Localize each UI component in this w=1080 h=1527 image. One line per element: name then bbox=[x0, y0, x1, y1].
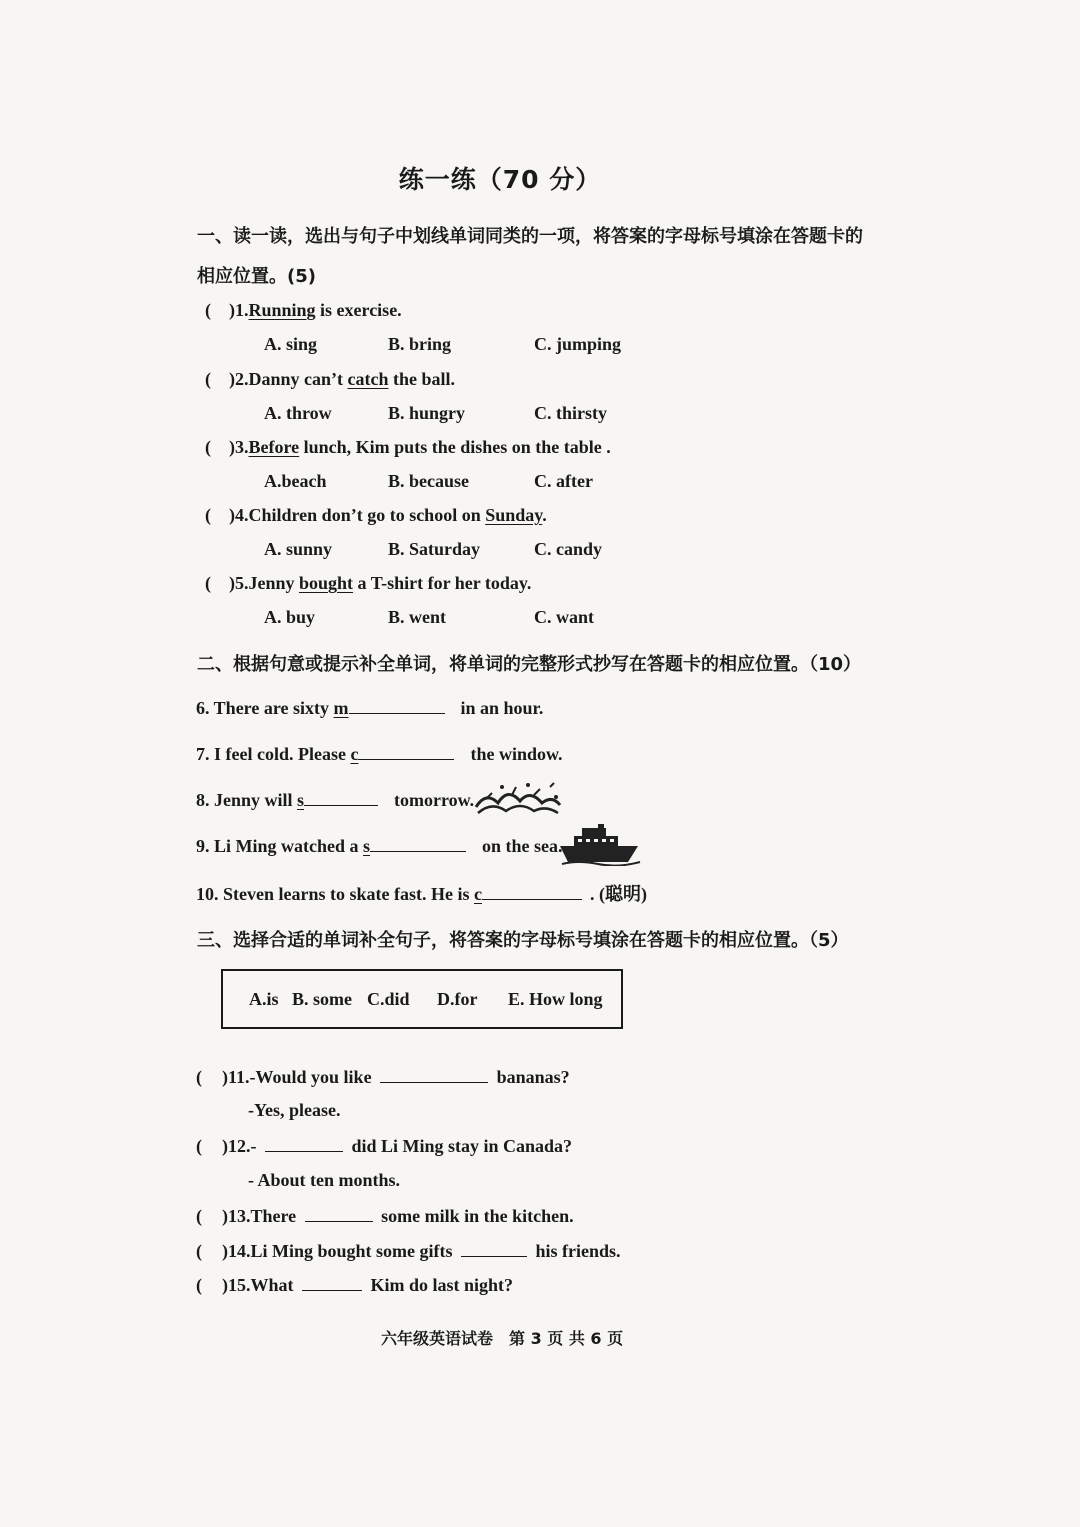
question-number: )15. bbox=[222, 1275, 251, 1295]
page-title: 练一练（70 分） bbox=[398, 165, 602, 194]
question-text-pre: Danny can’t bbox=[248, 369, 348, 389]
question-12 bbox=[196, 1135, 572, 1157]
answer-paren[interactable]: ( bbox=[196, 1275, 202, 1295]
word-bank-item: E. How long bbox=[508, 989, 603, 1009]
question-number: )12. bbox=[222, 1136, 251, 1156]
fill-item-10 bbox=[196, 880, 647, 906]
fill-blank[interactable] bbox=[302, 1274, 362, 1291]
underlined-word: bought bbox=[299, 573, 354, 593]
answer-paren[interactable]: ( bbox=[196, 1206, 202, 1226]
question-number: )14. bbox=[222, 1241, 251, 1261]
question-text-post: . bbox=[542, 505, 547, 525]
question-number: )11. bbox=[222, 1067, 250, 1087]
option-b: B. bring bbox=[388, 334, 452, 354]
fill-blank[interactable] bbox=[349, 697, 445, 714]
question-14 bbox=[196, 1240, 621, 1262]
fill-item-8 bbox=[196, 789, 474, 811]
fill-item-text: 10. Steven learns to skate fast. He is bbox=[196, 884, 474, 904]
fill-initial-letter: s bbox=[297, 790, 305, 810]
question-text-post: a T-shirt for her today. bbox=[353, 573, 532, 593]
word-bank-item: B. some bbox=[292, 989, 352, 1009]
section1-heading-line2: 相应位置。(5) bbox=[197, 266, 316, 287]
question-13 bbox=[196, 1205, 574, 1227]
question-4 bbox=[205, 505, 547, 526]
fill-item-text: 8. Jenny will bbox=[196, 790, 298, 810]
fill-blank[interactable] bbox=[265, 1135, 343, 1152]
question-2 bbox=[205, 369, 455, 390]
question-text-post: lunch, Kim puts the dishes on the table . bbox=[299, 437, 611, 457]
question-number: )5. bbox=[229, 573, 249, 593]
fill-initial-letter: c bbox=[350, 744, 359, 764]
fill-initial-letter: s bbox=[363, 836, 371, 856]
answer-paren[interactable]: ( bbox=[196, 1136, 202, 1156]
fill-blank[interactable] bbox=[370, 835, 466, 852]
option-c: C. want bbox=[534, 607, 595, 627]
fill-item-7 bbox=[196, 743, 563, 765]
option-a: A. sunny bbox=[264, 539, 333, 559]
option-a: A. throw bbox=[264, 403, 332, 423]
question-text-pre: - bbox=[250, 1136, 261, 1156]
option-b: B. hungry bbox=[388, 403, 466, 423]
question-15 bbox=[196, 1274, 513, 1296]
fill-item-text: 9. Li Ming watched a bbox=[196, 836, 364, 856]
option-b: B. because bbox=[388, 471, 469, 491]
fill-blank[interactable] bbox=[358, 743, 454, 760]
fill-initial-letter: m bbox=[333, 698, 349, 718]
question-3 bbox=[205, 437, 611, 458]
option-c: C. jumping bbox=[534, 334, 622, 354]
fill-blank[interactable] bbox=[380, 1066, 488, 1083]
answer-paren[interactable]: ( bbox=[205, 300, 211, 320]
question-5 bbox=[205, 573, 531, 594]
option-c: C. candy bbox=[534, 539, 603, 559]
question-text-post: Kim do last night? bbox=[366, 1275, 514, 1295]
word-bank-box bbox=[221, 969, 623, 1029]
answer-paren[interactable]: ( bbox=[205, 573, 211, 593]
answer-paren[interactable]: ( bbox=[196, 1067, 202, 1087]
fill-item-text-post: . (聪明) bbox=[589, 884, 647, 904]
section3-heading: 三、选择合适的单词补全句子，将答案的字母标号填涂在答题卡的相应位置。（5） bbox=[197, 930, 849, 951]
question-text-post: some milk in the kitchen. bbox=[376, 1206, 574, 1226]
question-text-pre: -Would you like bbox=[249, 1067, 377, 1087]
question-number: )4. bbox=[229, 505, 249, 525]
question-text-post: bananas? bbox=[492, 1067, 570, 1087]
fill-blank[interactable] bbox=[304, 789, 378, 806]
question-11 bbox=[196, 1066, 570, 1088]
fill-item-text-post: on the sea. bbox=[482, 836, 563, 856]
question-text-pre: What bbox=[250, 1275, 299, 1295]
fill-item-text-post: tomorrow. bbox=[394, 790, 475, 810]
question-text-post: the ball. bbox=[388, 369, 456, 389]
question-text-post: did Li Ming stay in Canada? bbox=[347, 1136, 573, 1156]
option-a: A. buy bbox=[264, 607, 316, 627]
fill-blank[interactable] bbox=[461, 1240, 527, 1257]
fill-initial-letter: c bbox=[473, 884, 482, 904]
snow-icon bbox=[472, 777, 567, 822]
answer-paren[interactable]: ( bbox=[205, 505, 211, 525]
dialogue-reply: -Yes, please. bbox=[248, 1100, 341, 1120]
question-number: )1. bbox=[229, 300, 249, 320]
question-text-pre: Li Ming bought some gifts bbox=[250, 1241, 458, 1261]
answer-paren[interactable]: ( bbox=[205, 437, 211, 457]
option-c: C. thirsty bbox=[534, 403, 607, 423]
question-text-post: his friends. bbox=[531, 1241, 621, 1261]
option-a: A. sing bbox=[264, 334, 318, 354]
section1-heading-line1: 一、读一读，选出与句子中划线单词同类的一项，将答案的字母标号填涂在答题卡的 bbox=[197, 226, 863, 247]
question-number: )2. bbox=[229, 369, 249, 389]
fill-item-6 bbox=[196, 697, 543, 719]
question-number: )13. bbox=[222, 1206, 251, 1226]
question-text-pre: Children don’t go to school on bbox=[248, 505, 486, 525]
ship-icon bbox=[558, 822, 642, 866]
underlined-word: Running bbox=[248, 300, 316, 320]
question-text-post: is exercise. bbox=[315, 300, 402, 320]
word-bank-item: A.is bbox=[249, 989, 279, 1009]
fill-item-text-post: in an hour. bbox=[460, 698, 544, 718]
option-a: A.beach bbox=[264, 471, 327, 491]
question-number: )3. bbox=[229, 437, 249, 457]
dialogue-reply: - About ten months. bbox=[248, 1170, 401, 1190]
question-1 bbox=[205, 300, 402, 321]
page-footer: 六年级英语试卷 第 3 页 共 6 页 bbox=[381, 1329, 624, 1348]
question-text-pre: Jenny bbox=[248, 573, 300, 593]
underlined-word: Sunday bbox=[485, 505, 543, 525]
option-b: B. Saturday bbox=[388, 539, 481, 559]
question-text-pre: There bbox=[250, 1206, 301, 1226]
answer-paren[interactable]: ( bbox=[205, 369, 211, 389]
word-bank-item: D.for bbox=[437, 989, 478, 1009]
fill-blank[interactable] bbox=[482, 883, 582, 900]
option-c: C. after bbox=[534, 471, 593, 491]
fill-item-9 bbox=[196, 835, 563, 857]
option-b: B. went bbox=[388, 607, 446, 627]
fill-blank[interactable] bbox=[305, 1205, 373, 1222]
answer-paren[interactable]: ( bbox=[196, 1241, 202, 1261]
section2-heading: 二、根据句意或提示补全单词，将单词的完整形式抄写在答题卡的相应位置。（10） bbox=[197, 654, 862, 675]
underlined-word: catch bbox=[347, 369, 389, 389]
underlined-word: Before bbox=[248, 437, 300, 457]
fill-item-text: 6. There are sixty bbox=[196, 698, 334, 718]
fill-item-text: 7. I feel cold. Please bbox=[196, 744, 351, 764]
fill-item-text-post: the window. bbox=[470, 744, 563, 764]
word-bank-item: C.did bbox=[367, 989, 410, 1009]
